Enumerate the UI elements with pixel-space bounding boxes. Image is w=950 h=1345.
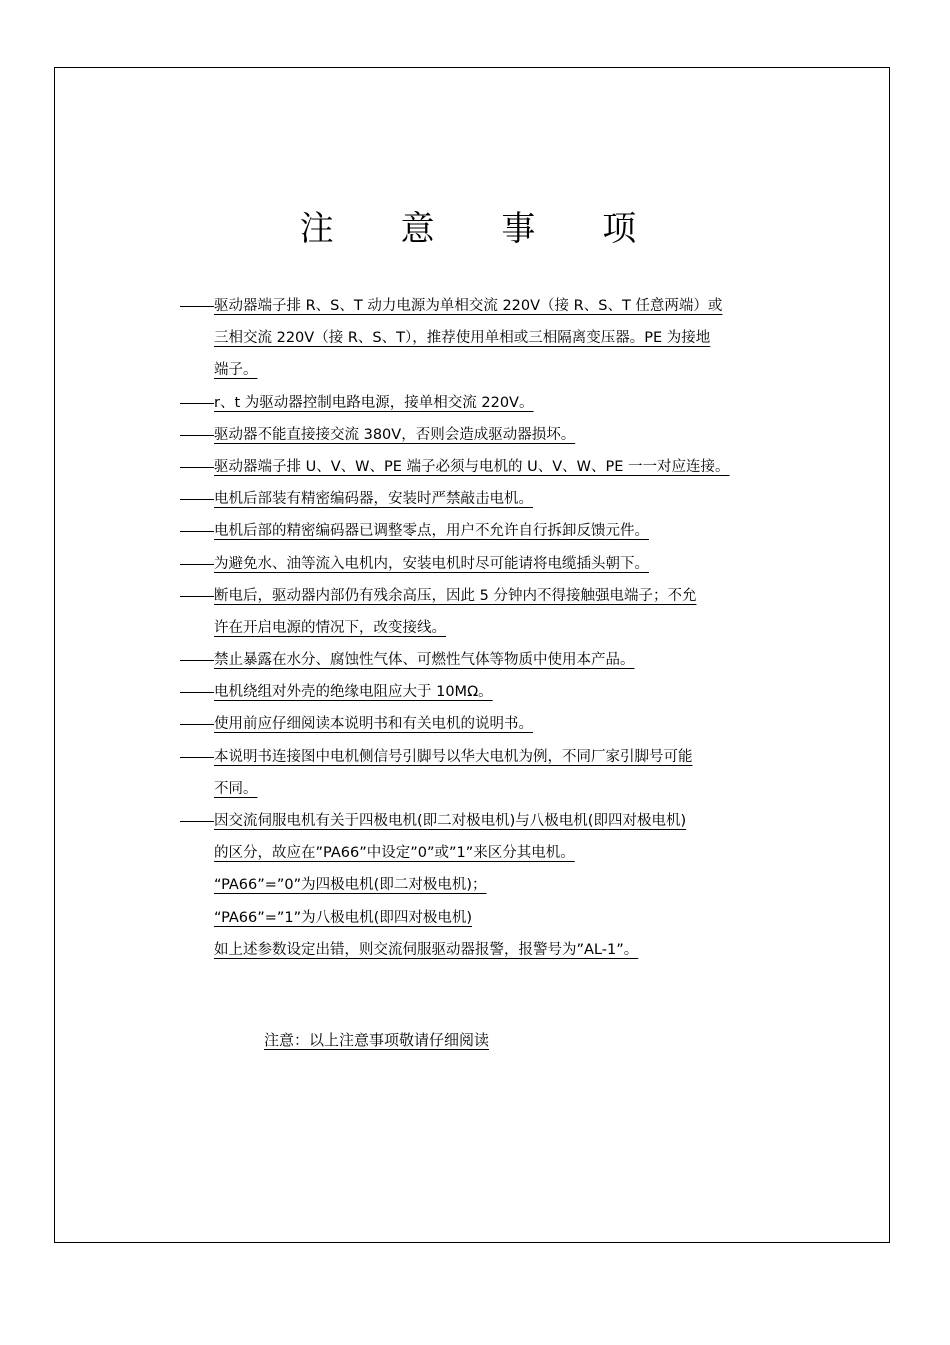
bullet-dash	[180, 596, 214, 597]
note-text: 使用前应仔细阅读本说明书和有关电机的说明书。	[214, 716, 533, 733]
note-text: “PA66”=”1”为八极电机(即四对极电机)	[214, 909, 472, 926]
note-line	[180, 451, 780, 483]
note-line	[180, 869, 780, 901]
note-text: 本说明书连接图中电机侧信号引脚号以华大电机为例，不同厂家引脚号可能	[214, 748, 693, 765]
bullet-dash	[180, 660, 214, 661]
note-text: 的区分，故应在”PA66”中设定”0”或”1”来区分其电机。	[214, 845, 575, 862]
note-line	[180, 837, 780, 869]
note-text: 端子。	[214, 362, 258, 379]
note-line	[180, 644, 780, 676]
note-line	[180, 934, 780, 966]
note-line	[180, 741, 780, 773]
note-text: r、t 为驱动器控制电路电源，接单相交流 220V。	[214, 394, 534, 411]
note-text: 断电后，驱动器内部仍有残余高压，因此 5 分钟内不得接触强电端子；不允	[214, 587, 697, 604]
note-line	[180, 290, 780, 322]
note-text: 驱动器不能直接接交流 380V，否则会造成驱动器损坏。	[214, 426, 576, 443]
note-line	[180, 902, 780, 934]
bullet-dash	[180, 499, 214, 500]
note-text: 电机后部装有精密编码器，安装时严禁敲击电机。	[214, 491, 533, 508]
bullet-dash	[180, 403, 214, 404]
footer-note: 注意：以上注意事项敬请仔细阅读	[264, 1031, 490, 1049]
notes-list	[180, 290, 780, 966]
note-text: 因交流伺服电机有关于四极电机(即二对极电机)与八极电机(即四对极电机)	[214, 813, 687, 829]
note-line	[180, 548, 780, 580]
page-title: 注 意 事 项	[299, 209, 665, 249]
note-text: 电机后部的精密编码器已调整零点，用户不允许自行拆卸反馈元件。	[214, 523, 649, 540]
note-text: 驱动器端子排 U、V、W、PE 端子必须与电机的 U、V、W、PE 一一对应连接。	[214, 458, 730, 475]
note-line	[180, 387, 780, 419]
note-text: “PA66”=”0”为四极电机(即二对极电机)；	[214, 877, 487, 894]
note-text: 电机绕组对外壳的绝缘电阻应大于 10MΩ。	[214, 684, 493, 701]
note-text: 许在开启电源的情况下，改变接线。	[214, 619, 446, 636]
bullet-dash	[180, 724, 214, 725]
note-text: 三相交流 220V（接 R、S、T），推荐使用单相或三相隔离变压器。PE 为接地	[214, 330, 711, 347]
bullet-dash	[180, 306, 214, 307]
note-line	[180, 483, 780, 515]
note-line	[180, 612, 780, 644]
note-line	[180, 419, 780, 451]
note-text: 为避免水、油等流入电机内，安装电机时尽可能请将电缆插头朝下。	[214, 555, 649, 572]
bullet-dash	[180, 435, 214, 436]
bullet-dash	[180, 757, 214, 758]
note-text: 驱动器端子排 R、S、T 动力电源为单相交流 220V（接 R、S、T 任意两端）或	[214, 298, 723, 314]
note-text: 不同。	[214, 780, 258, 797]
note-text: 禁止暴露在水分、腐蚀性气体、可燃性气体等物质中使用本产品。	[214, 652, 635, 669]
bullet-dash	[180, 531, 214, 532]
note-line	[180, 676, 780, 708]
note-text: 如上述参数设定出错，则交流伺服驱动器报警，报警号为”AL-1”。	[214, 941, 639, 958]
bullet-dash	[180, 821, 214, 822]
note-line	[180, 354, 780, 386]
note-line	[180, 580, 780, 612]
note-line	[180, 773, 780, 805]
bullet-dash	[180, 564, 214, 565]
note-line	[180, 322, 780, 354]
note-line	[180, 805, 780, 837]
bullet-dash	[180, 467, 214, 468]
note-line	[180, 708, 780, 740]
bullet-dash	[180, 692, 214, 693]
note-line	[180, 515, 780, 547]
